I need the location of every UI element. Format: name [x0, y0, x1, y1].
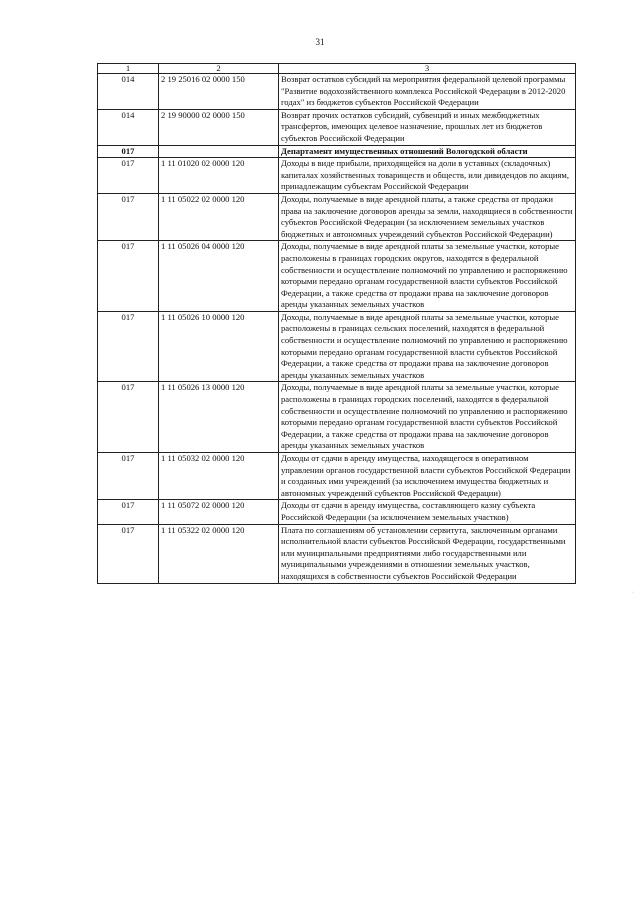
header-col-2: 2 [159, 64, 279, 74]
table-row [98, 500, 576, 524]
admin-code-cell: 017 [98, 311, 159, 382]
admin-code-cell: 017 [98, 193, 159, 240]
budget-code-cell: 1 11 05022 02 0000 120 [159, 193, 279, 240]
budget-code-cell: 1 11 05322 02 0000 120 [159, 524, 279, 583]
revenue-name-cell: Доходы, получаемые в виде арендной платы за земельные участки, которые расположены в границах городских поселений, находятся в федеральной собственности и осуществление полномочий по управлению и распоряжению которыми передано органам государственной власти субъектов Российской Федерации, а также средства от продажи права на заключение договоров аренды указанных земельных участков [279, 382, 576, 453]
budget-code-cell: 2 19 90000 02 0000 150 [159, 109, 279, 145]
budget-code-cell: 2 19 25016 02 0000 150 [159, 74, 279, 110]
budget-code-cell: 1 11 05032 02 0000 120 [159, 453, 279, 500]
budget-code-cell: 1 11 05026 13 0000 120 [159, 382, 279, 453]
budget-code-cell: 1 11 05026 04 0000 120 [159, 241, 279, 312]
revenue-name-cell: Доходы, получаемые в виде арендной платы, а также средства от продажи права на заключение договоров аренды за земли, находящиеся в собственности субъектов Российской Федерации (за исключением земельных участков бюджетных и автономных учреждений субъектов Российской Федерации) [279, 193, 576, 240]
revenue-name-cell: Доходы от сдачи в аренду имущества, находящегося в оперативном управлении органов государственной власти субъектов Российской Федерации и созданных ими учреждений (за исключением имущества бюджетных и автономных учреждений субъектов Российской Федерации) [279, 453, 576, 500]
admin-code-cell: 017 [98, 158, 159, 194]
admin-code-cell: 017 [98, 382, 159, 453]
header-col-3: 3 [279, 64, 576, 74]
table-row [98, 382, 576, 453]
revenue-name-cell: Возврат прочих остатков субсидий, субвенций и иных межбюджетных трансфертов, имеющих целевое назначение, прошлых лет из бюджетов субъектов Российской Федерации [279, 109, 576, 145]
admin-code-cell: 014 [98, 109, 159, 145]
page-number: 31 [315, 37, 325, 47]
table-row [98, 524, 576, 583]
table-row [98, 158, 576, 194]
admin-code-cell: 017 [98, 453, 159, 500]
table-row [98, 311, 576, 382]
table-row [98, 109, 576, 145]
table-row [98, 241, 576, 312]
table-header-row [98, 64, 576, 74]
revenue-name-cell: Возврат остатков субсидий на мероприятия федеральной целевой программы "Развитие водохозяйственного комплекса Российской Федерации в 2012-2020 годах" из бюджетов субъектов Российской Федерации [279, 74, 576, 110]
revenue-name-cell: Доходы, получаемые в виде арендной платы за земельные участки, которые расположены в границах сельских поселений, находятся в федеральной собственности и осуществление полномочий по управлению и распоряжению которыми передано органам государственной власти субъектов Российской Федерации, а также средства от продажи права на заключение договоров аренды указанных земельных участков [279, 311, 576, 382]
table-row [98, 453, 576, 500]
revenue-name-cell: Доходы в виде прибыли, приходящейся на доли в уставных (складочных) капиталах хозяйственных товариществ и обществ, или дивидендов по акциям, принадлежащим субъектам Российской Федерации [279, 158, 576, 194]
budget-revenue-table [97, 63, 576, 584]
table-body [98, 74, 576, 584]
table-row [98, 74, 576, 110]
budget-code-cell: 1 11 01020 02 0000 120 [159, 158, 279, 194]
budget-code-cell: 1 11 05026 10 0000 120 [159, 311, 279, 382]
header-col-1: 1 [98, 64, 159, 74]
revenue-name-cell: Доходы, получаемые в виде арендной платы за земельные участки, которые расположены в границах городских округов, находятся в федеральной собственности и осуществление полномочий по управлению и распоряжению которыми передано органам государственной власти субъектов Российской Федерации, а также средства от продажи права на заключение договоров аренды указанных земельных участков [279, 241, 576, 312]
admin-code-cell: 017 [98, 241, 159, 312]
revenue-name-cell: Доходы от сдачи в аренду имущества, составляющего казну субъекта Российской Федерации (за исключением земельных участков) [279, 500, 576, 524]
admin-code-cell: 017 [98, 500, 159, 524]
revenue-name-cell: Департамент имущественных отношений Вологодской области [279, 145, 576, 158]
scan-edge-mark: · [632, 590, 634, 596]
revenue-name-cell: Плата по соглашениям об установлении сервитута, заключенным органами исполнительной власти субъектов Российской Федерации, государственными или муниципальными предприятиями либо государственными или муниципальными учреждениями в отношении земельных участков, находящихся в собственности субъектов Российской Федерации [279, 524, 576, 583]
table-row [98, 145, 576, 158]
budget-code-cell [159, 145, 279, 158]
budget-code-cell: 1 11 05072 02 0000 120 [159, 500, 279, 524]
admin-code-cell: 017 [98, 524, 159, 583]
admin-code-cell: 017 [98, 145, 159, 158]
admin-code-cell: 014 [98, 74, 159, 110]
table-row [98, 193, 576, 240]
